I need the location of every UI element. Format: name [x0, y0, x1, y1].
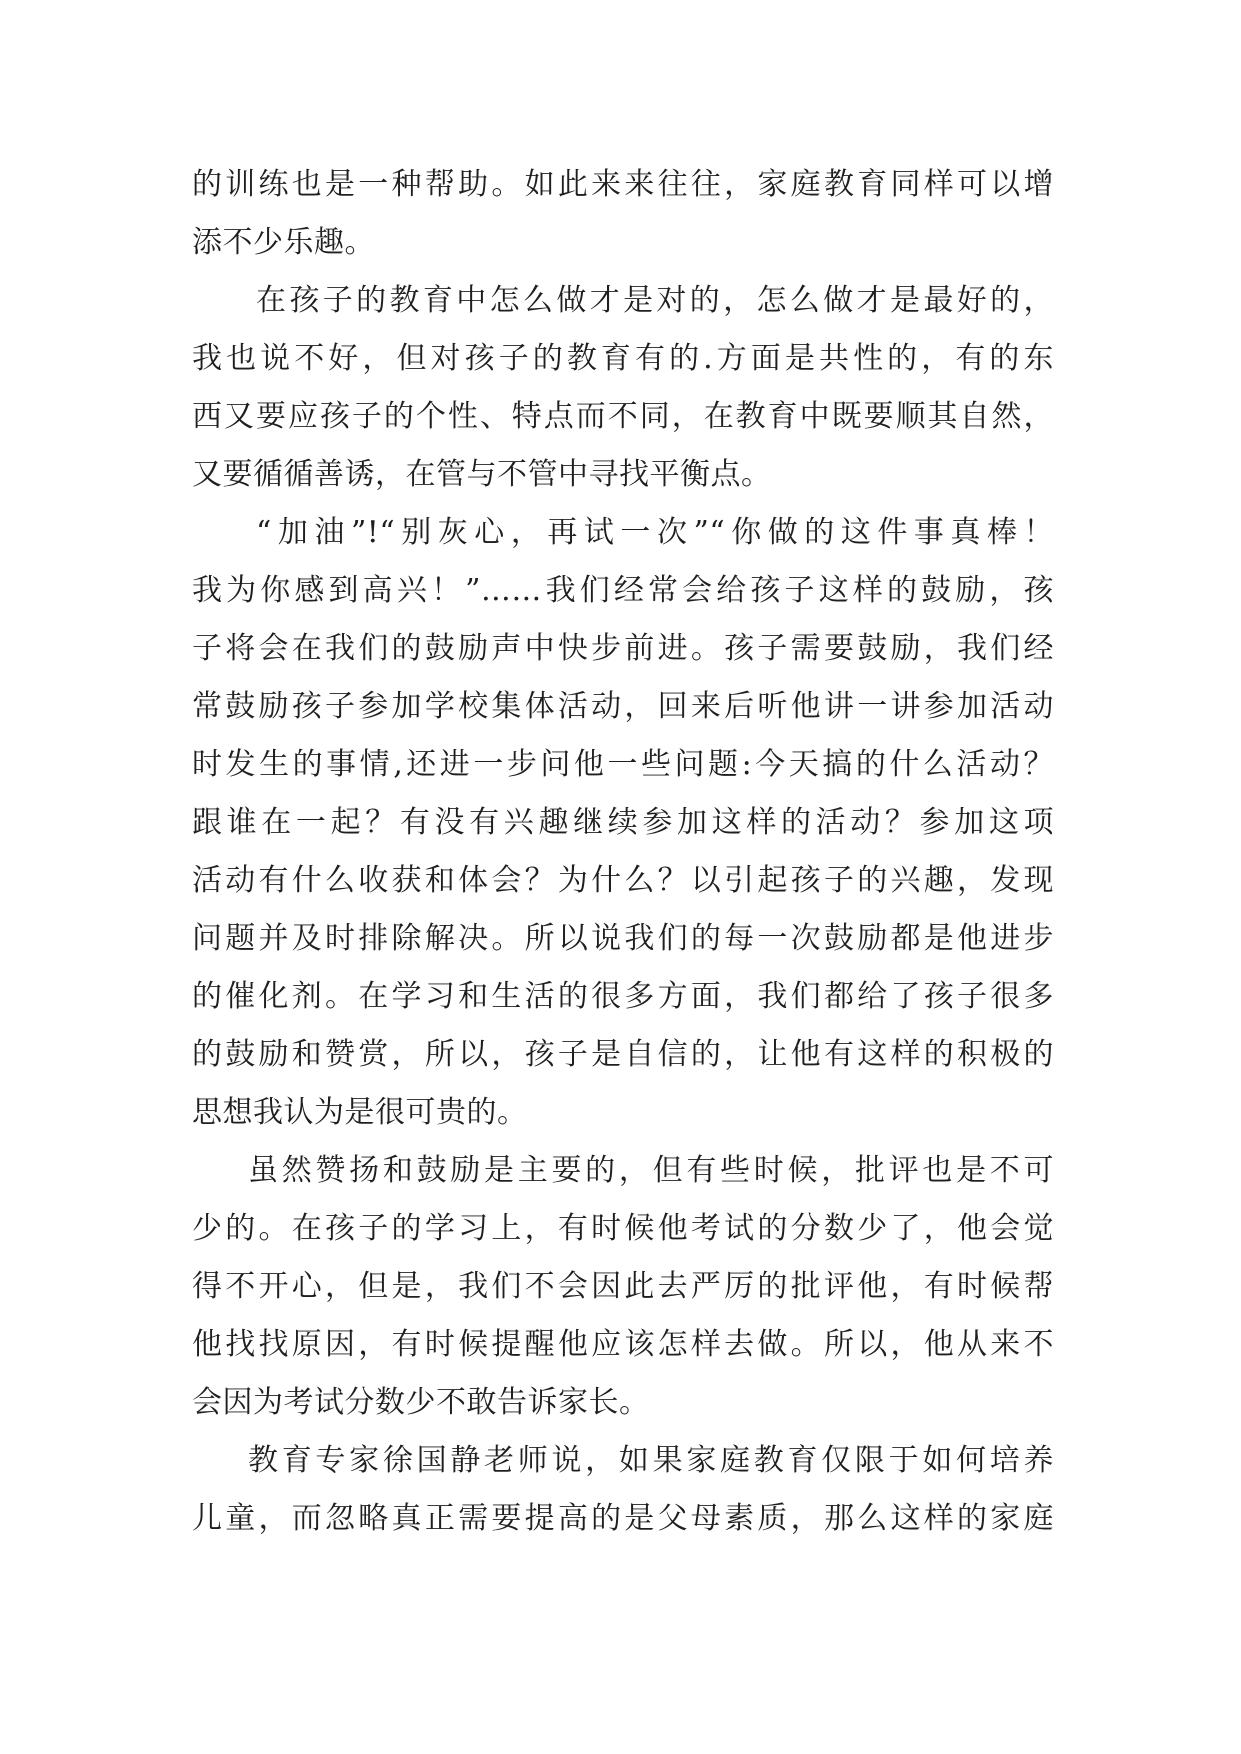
text-line: 他找找原因，有时候提醒他应该怎样去做。所以，他从来不: [192, 1327, 1054, 1362]
text-line: 儿童，而忽略真正需要提高的是父母素质，那么这样的家庭: [192, 1501, 1054, 1536]
paragraph: [192, 1432, 1054, 1548]
text-line: 教育专家徐国静老师说，如果家庭教育仅限于如何培养: [248, 1443, 1054, 1478]
text-line: 的鼓励和赞赏，所以，孩子是自信的，让他有这样的积极的: [192, 1037, 1054, 1072]
paragraph: [192, 272, 1054, 504]
text-line: 虽然赞扬和鼓励是主要的，但有些时候，批评也是不可: [248, 1153, 1054, 1188]
text-line: 又要循循善诱，在管与不管中寻找平衡点。: [192, 457, 772, 492]
text-line: 的催化剂。在学习和生活的很多方面，我们都给了孩子很多: [192, 979, 1054, 1014]
text-line: 我也说不好，但对孩子的教育有的.方面是共性的，有的东: [192, 341, 1054, 376]
body-text: [192, 156, 1054, 1548]
text-line: 在孩子的教育中怎么做才是对的，怎么做才是最好的，: [256, 283, 1054, 318]
text-line: 思想我认为是很可贵的。: [192, 1095, 528, 1130]
paragraph: [192, 1142, 1054, 1432]
text-line: 少的。在孩子的学习上，有时候他考试的分数少了，他会觉: [192, 1211, 1054, 1246]
text-line: 我为你感到高兴！”……我们经常会给孩子这样的鼓励，孩: [192, 573, 1054, 608]
text-line: 子将会在我们的鼓励声中快步前进。孩子需要鼓励，我们经: [192, 631, 1054, 666]
text-line: 常鼓励孩子参加学校集体活动，回来后听他讲一讲参加活动: [192, 689, 1054, 724]
paragraph: [192, 156, 1054, 272]
text-line: 得不开心，但是，我们不会因此去严厉的批评他，有时候帮: [192, 1269, 1054, 1304]
text-line: 活动有什么收获和体会？为什么？以引起孩子的兴趣，发现: [192, 863, 1054, 898]
text-line: 时发生的事情,还进一步问他一些问题:今天搞的什么活动？: [192, 747, 1054, 782]
paragraph: [192, 504, 1054, 1142]
text-line: 会因为考试分数少不敢告诉家长。: [192, 1385, 650, 1420]
text-line: “加油”!“别灰心，再试一次”“你做的这件事真棒！: [256, 515, 1054, 550]
text-line: 的训练也是一种帮助。如此来来往往，家庭教育同样可以增: [192, 167, 1054, 202]
text-line: 问题并及时排除解决。所以说我们的每一次鼓励都是他进步: [192, 921, 1054, 956]
text-line: 添不少乐趣。: [192, 225, 375, 260]
text-line: 跟谁在一起？有没有兴趣继续参加这样的活动？参加这项: [192, 805, 1054, 840]
text-line: 西又要应孩子的个性、特点而不同，在教育中既要顺其自然，: [192, 399, 1054, 434]
